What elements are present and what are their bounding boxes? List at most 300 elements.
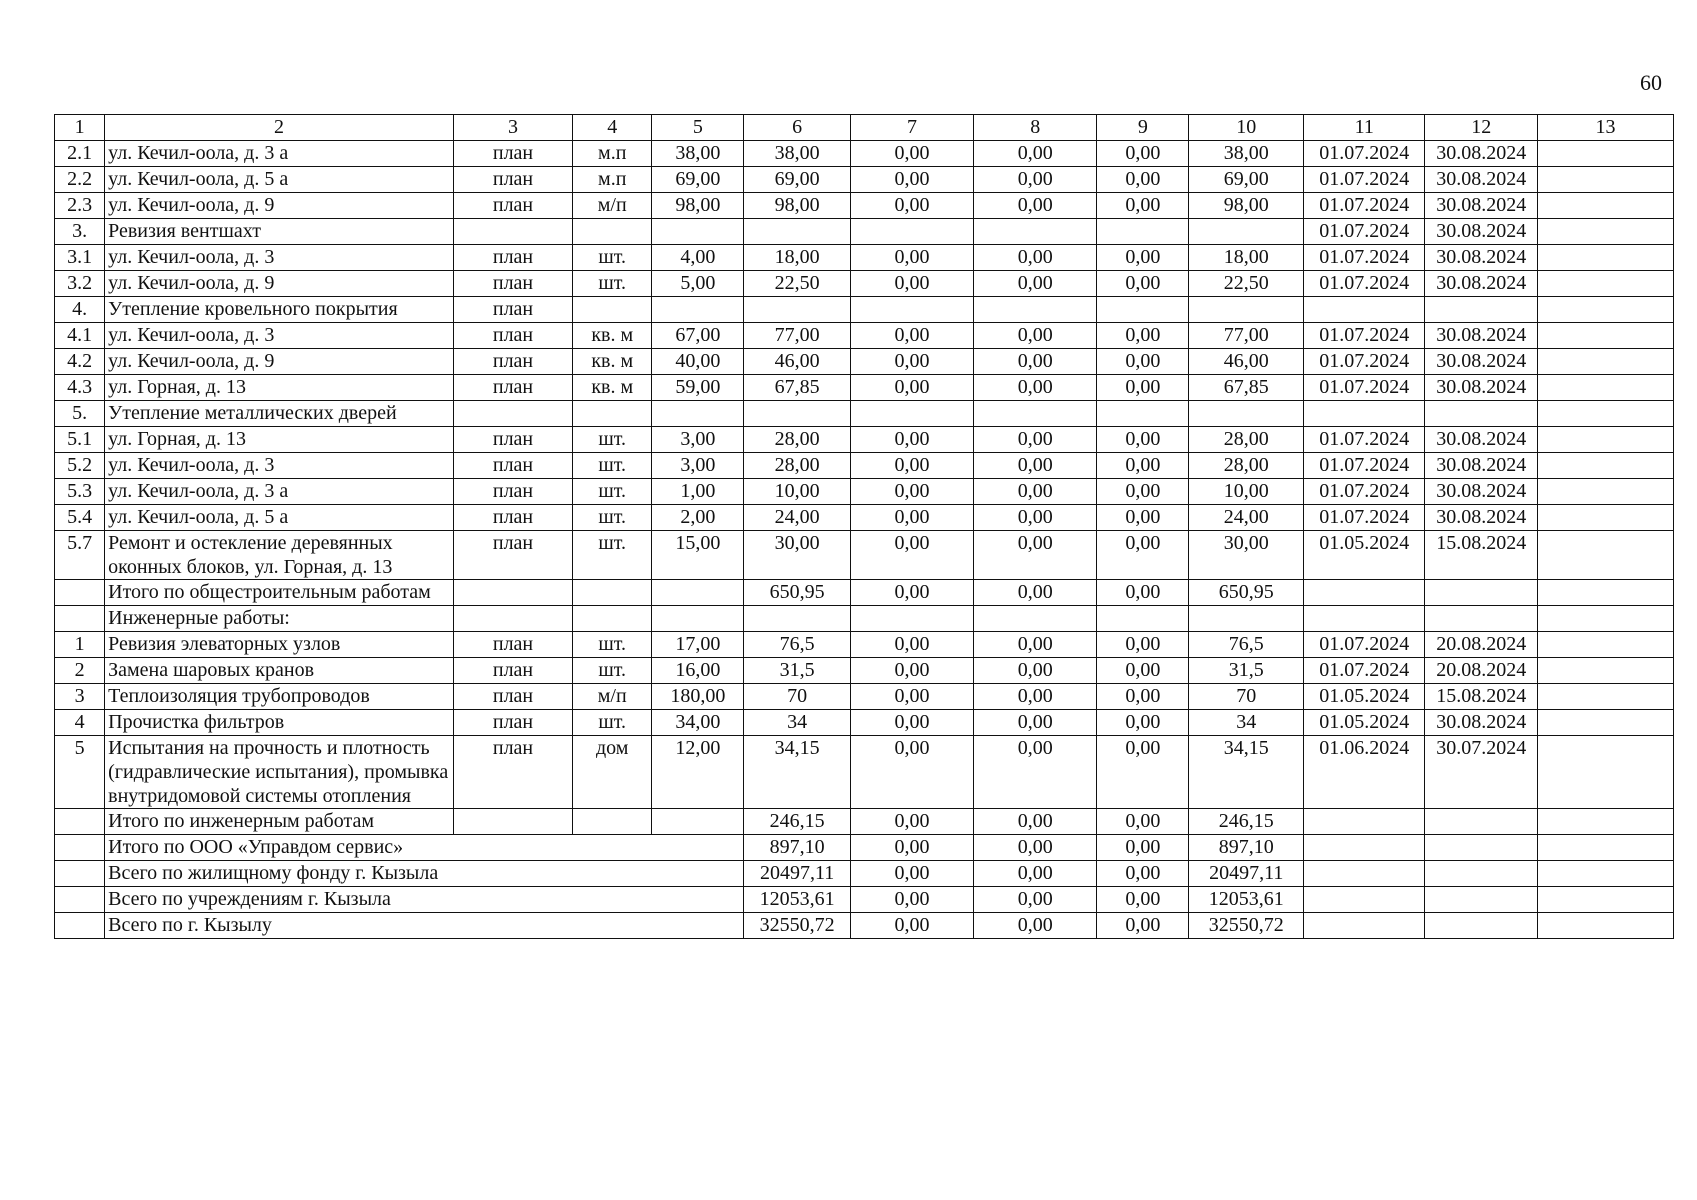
end-date-cell: 30.08.2024 <box>1425 349 1538 375</box>
end-date-cell <box>1425 606 1538 632</box>
work-name-cell: ул. Кечил-оола, д. 3 а <box>105 141 454 167</box>
total-row <box>55 913 1674 939</box>
plan-cell: план <box>453 658 572 684</box>
col8-cell: 0,00 <box>974 684 1097 710</box>
col10-cell: 98,00 <box>1189 193 1304 219</box>
start-date-cell <box>1304 401 1425 427</box>
table-row <box>55 736 1674 809</box>
row-number-cell: 4.1 <box>55 323 105 349</box>
table-row <box>55 505 1674 531</box>
row-number-cell: 3.2 <box>55 271 105 297</box>
unit-cell: шт. <box>573 245 652 271</box>
col13-cell <box>1538 479 1674 505</box>
total-row <box>55 887 1674 913</box>
col10-cell: 76,5 <box>1189 632 1304 658</box>
row-number-cell: 5. <box>55 401 105 427</box>
unit-cell <box>573 580 652 606</box>
end-date-cell: 30.08.2024 <box>1425 323 1538 349</box>
row-number-cell: 5.3 <box>55 479 105 505</box>
header-cell: 9 <box>1097 115 1189 141</box>
table-row <box>55 193 1674 219</box>
col6-cell: 98,00 <box>744 193 851 219</box>
col8-cell <box>974 606 1097 632</box>
work-name-cell: Ревизия элеваторных узлов <box>105 632 454 658</box>
row-number-cell: 4.2 <box>55 349 105 375</box>
start-date-cell: 01.07.2024 <box>1304 323 1425 349</box>
col9-cell: 0,00 <box>1097 809 1189 835</box>
col6-cell: 32550,72 <box>744 913 851 939</box>
row-number-cell: 2.3 <box>55 193 105 219</box>
col7-cell: 0,00 <box>850 505 973 531</box>
unit-cell: шт. <box>573 658 652 684</box>
col9-cell: 0,00 <box>1097 427 1189 453</box>
col10-cell: 10,00 <box>1189 479 1304 505</box>
end-date-cell: 30.08.2024 <box>1425 141 1538 167</box>
plan-table <box>54 114 1674 939</box>
col10-cell: 650,95 <box>1189 580 1304 606</box>
col5-cell: 17,00 <box>652 632 744 658</box>
empty-cell <box>1304 835 1425 861</box>
col5-cell <box>652 606 744 632</box>
plan-table-container <box>54 114 1674 939</box>
col13-cell <box>1538 375 1674 401</box>
col7-cell: 0,00 <box>850 632 973 658</box>
col8-cell: 0,00 <box>974 913 1097 939</box>
table-row <box>55 167 1674 193</box>
start-date-cell: 01.07.2024 <box>1304 375 1425 401</box>
table-row <box>55 245 1674 271</box>
col10-cell: 28,00 <box>1189 427 1304 453</box>
end-date-cell <box>1425 401 1538 427</box>
col6-cell: 28,00 <box>744 453 851 479</box>
start-date-cell <box>1304 809 1425 835</box>
plan-cell: план <box>453 710 572 736</box>
col8-cell: 0,00 <box>974 861 1097 887</box>
col5-cell <box>652 297 744 323</box>
col10-cell: 18,00 <box>1189 245 1304 271</box>
unit-cell <box>573 401 652 427</box>
col10-cell: 38,00 <box>1189 141 1304 167</box>
col9-cell: 0,00 <box>1097 658 1189 684</box>
col9-cell: 0,00 <box>1097 479 1189 505</box>
col6-cell: 10,00 <box>744 479 851 505</box>
work-name-cell: Инженерные работы: <box>105 606 454 632</box>
empty-cell <box>1538 887 1674 913</box>
col10-cell: 67,85 <box>1189 375 1304 401</box>
table-row <box>55 606 1674 632</box>
empty-cell <box>1425 835 1538 861</box>
col8-cell: 0,00 <box>974 710 1097 736</box>
col10-cell <box>1189 401 1304 427</box>
col13-cell <box>1538 349 1674 375</box>
col8-cell: 0,00 <box>974 193 1097 219</box>
row-number-cell: 5.2 <box>55 453 105 479</box>
plan-cell: план <box>453 736 572 809</box>
col13-cell <box>1538 193 1674 219</box>
col13-cell <box>1538 809 1674 835</box>
row-number-cell: 5.4 <box>55 505 105 531</box>
col5-cell: 98,00 <box>652 193 744 219</box>
unit-cell: шт. <box>573 531 652 580</box>
end-date-cell: 30.08.2024 <box>1425 245 1538 271</box>
col9-cell: 0,00 <box>1097 323 1189 349</box>
col8-cell <box>974 219 1097 245</box>
unit-cell: шт. <box>573 453 652 479</box>
row-number-cell: 2.1 <box>55 141 105 167</box>
col7-cell: 0,00 <box>850 453 973 479</box>
plan-cell: план <box>453 427 572 453</box>
col10-cell: 12053,61 <box>1189 887 1304 913</box>
col8-cell: 0,00 <box>974 736 1097 809</box>
col9-cell: 0,00 <box>1097 632 1189 658</box>
col5-cell: 5,00 <box>652 271 744 297</box>
col13-cell <box>1538 271 1674 297</box>
unit-cell <box>573 297 652 323</box>
col10-cell: 20497,11 <box>1189 861 1304 887</box>
total-name-cell: Всего по жилищному фонду г. Кызыла <box>105 861 744 887</box>
header-cell: 1 <box>55 115 105 141</box>
header-cell: 5 <box>652 115 744 141</box>
start-date-cell: 01.07.2024 <box>1304 427 1425 453</box>
header-cell: 2 <box>105 115 454 141</box>
col7-cell: 0,00 <box>850 736 973 809</box>
work-name-cell: ул. Кечил-оола, д. 3 <box>105 323 454 349</box>
col6-cell: 650,95 <box>744 580 851 606</box>
col6-cell: 38,00 <box>744 141 851 167</box>
col5-cell: 69,00 <box>652 167 744 193</box>
end-date-cell: 30.08.2024 <box>1425 375 1538 401</box>
unit-cell: м/п <box>573 193 652 219</box>
col5-cell: 38,00 <box>652 141 744 167</box>
col8-cell: 0,00 <box>974 167 1097 193</box>
col7-cell: 0,00 <box>850 193 973 219</box>
table-row <box>55 297 1674 323</box>
plan-cell: план <box>453 167 572 193</box>
col7-cell: 0,00 <box>850 887 973 913</box>
col6-cell: 20497,11 <box>744 861 851 887</box>
plan-cell: план <box>453 375 572 401</box>
col13-cell <box>1538 427 1674 453</box>
work-name-cell: ул. Кечил-оола, д. 3 <box>105 245 454 271</box>
end-date-cell: 30.08.2024 <box>1425 505 1538 531</box>
header-cell: 4 <box>573 115 652 141</box>
col6-cell: 30,00 <box>744 531 851 580</box>
header-cell: 6 <box>744 115 851 141</box>
header-cell: 7 <box>850 115 973 141</box>
end-date-cell: 20.08.2024 <box>1425 658 1538 684</box>
plan-cell <box>453 401 572 427</box>
col8-cell: 0,00 <box>974 835 1097 861</box>
col9-cell: 0,00 <box>1097 453 1189 479</box>
col10-cell: 897,10 <box>1189 835 1304 861</box>
col6-cell: 22,50 <box>744 271 851 297</box>
total-name-cell: Всего по г. Кызылу <box>105 913 744 939</box>
col6-cell <box>744 297 851 323</box>
col8-cell: 0,00 <box>974 271 1097 297</box>
col10-cell: 34,15 <box>1189 736 1304 809</box>
col8-cell: 0,00 <box>974 479 1097 505</box>
header-cell: 12 <box>1425 115 1538 141</box>
col9-cell: 0,00 <box>1097 861 1189 887</box>
col5-cell: 15,00 <box>652 531 744 580</box>
start-date-cell: 01.07.2024 <box>1304 658 1425 684</box>
end-date-cell: 15.08.2024 <box>1425 684 1538 710</box>
plan-cell: план <box>453 453 572 479</box>
plan-cell <box>453 580 572 606</box>
col8-cell: 0,00 <box>974 809 1097 835</box>
empty-cell <box>1304 887 1425 913</box>
col13-cell <box>1538 453 1674 479</box>
plan-cell: план <box>453 632 572 658</box>
col5-cell: 3,00 <box>652 453 744 479</box>
col5-cell: 4,00 <box>652 245 744 271</box>
table-row <box>55 710 1674 736</box>
col7-cell <box>850 219 973 245</box>
col7-cell: 0,00 <box>850 245 973 271</box>
col7-cell: 0,00 <box>850 427 973 453</box>
col6-cell: 70 <box>744 684 851 710</box>
start-date-cell: 01.07.2024 <box>1304 632 1425 658</box>
col10-cell <box>1189 606 1304 632</box>
start-date-cell: 01.07.2024 <box>1304 271 1425 297</box>
work-name-cell: ул. Кечил-оола, д. 9 <box>105 349 454 375</box>
col10-cell <box>1189 219 1304 245</box>
col10-cell <box>1189 297 1304 323</box>
total-name-cell: Всего по учреждениям г. Кызыла <box>105 887 744 913</box>
end-date-cell: 30.08.2024 <box>1425 167 1538 193</box>
unit-cell <box>573 219 652 245</box>
col10-cell: 31,5 <box>1189 658 1304 684</box>
row-number-cell: 4.3 <box>55 375 105 401</box>
start-date-cell: 01.07.2024 <box>1304 141 1425 167</box>
plan-cell: план <box>453 297 572 323</box>
start-date-cell: 01.05.2024 <box>1304 710 1425 736</box>
plan-cell: план <box>453 505 572 531</box>
col8-cell: 0,00 <box>974 580 1097 606</box>
row-number-cell: 5.7 <box>55 531 105 580</box>
unit-cell: кв. м <box>573 349 652 375</box>
row-number-cell <box>55 606 105 632</box>
col13-cell <box>1538 632 1674 658</box>
row-number-cell: 5 <box>55 736 105 809</box>
col8-cell: 0,00 <box>974 505 1097 531</box>
col6-cell <box>744 401 851 427</box>
row-number-cell <box>55 913 105 939</box>
col7-cell: 0,00 <box>850 167 973 193</box>
col5-cell <box>652 219 744 245</box>
col13-cell <box>1538 710 1674 736</box>
col9-cell: 0,00 <box>1097 349 1189 375</box>
col5-cell: 34,00 <box>652 710 744 736</box>
end-date-cell: 30.08.2024 <box>1425 271 1538 297</box>
start-date-cell: 01.07.2024 <box>1304 505 1425 531</box>
col5-cell: 16,00 <box>652 658 744 684</box>
work-name-cell: Испытания на прочность и плотность (гидравлические испытания), промывка внутридомовой системы отопления <box>105 736 454 809</box>
header-cell: 13 <box>1538 115 1674 141</box>
empty-cell <box>1538 861 1674 887</box>
plan-cell: план <box>453 193 572 219</box>
start-date-cell: 01.07.2024 <box>1304 219 1425 245</box>
end-date-cell: 15.08.2024 <box>1425 531 1538 580</box>
col9-cell: 0,00 <box>1097 580 1189 606</box>
col8-cell: 0,00 <box>974 245 1097 271</box>
plan-cell: план <box>453 141 572 167</box>
table-row <box>55 531 1674 580</box>
work-name-cell: Замена шаровых кранов <box>105 658 454 684</box>
col13-cell <box>1538 297 1674 323</box>
col7-cell: 0,00 <box>850 531 973 580</box>
col10-cell: 24,00 <box>1189 505 1304 531</box>
col6-cell: 46,00 <box>744 349 851 375</box>
col8-cell: 0,00 <box>974 453 1097 479</box>
plan-cell <box>453 606 572 632</box>
plan-cell: план <box>453 245 572 271</box>
table-row <box>55 580 1674 606</box>
row-number-cell: 2.2 <box>55 167 105 193</box>
end-date-cell: 30.08.2024 <box>1425 219 1538 245</box>
unit-cell: шт. <box>573 710 652 736</box>
start-date-cell: 01.07.2024 <box>1304 349 1425 375</box>
col7-cell <box>850 606 973 632</box>
unit-cell: шт. <box>573 271 652 297</box>
work-name-cell: Прочистка фильтров <box>105 710 454 736</box>
work-name-cell: ул. Кечил-оола, д. 5 а <box>105 505 454 531</box>
work-name-cell: Теплоизоляция трубопроводов <box>105 684 454 710</box>
table-row <box>55 658 1674 684</box>
plan-cell: план <box>453 479 572 505</box>
empty-cell <box>1304 913 1425 939</box>
header-row <box>55 115 1674 141</box>
start-date-cell: 01.07.2024 <box>1304 245 1425 271</box>
empty-cell <box>1538 835 1674 861</box>
col13-cell <box>1538 580 1674 606</box>
col8-cell: 0,00 <box>974 349 1097 375</box>
end-date-cell: 30.07.2024 <box>1425 736 1538 809</box>
col6-cell: 76,5 <box>744 632 851 658</box>
unit-cell: дом <box>573 736 652 809</box>
col13-cell <box>1538 684 1674 710</box>
row-number-cell: 4 <box>55 710 105 736</box>
unit-cell <box>573 606 652 632</box>
table-row <box>55 427 1674 453</box>
work-name-cell: Ревизия вентшахт <box>105 219 454 245</box>
row-number-cell: 2 <box>55 658 105 684</box>
unit-cell: кв. м <box>573 375 652 401</box>
row-number-cell: 4. <box>55 297 105 323</box>
col10-cell: 77,00 <box>1189 323 1304 349</box>
col10-cell: 28,00 <box>1189 453 1304 479</box>
col7-cell: 0,00 <box>850 835 973 861</box>
col7-cell: 0,00 <box>850 141 973 167</box>
plan-cell: план <box>453 531 572 580</box>
empty-cell <box>1425 913 1538 939</box>
col8-cell <box>974 401 1097 427</box>
row-number-cell <box>55 835 105 861</box>
col8-cell: 0,00 <box>974 375 1097 401</box>
work-name-cell: ул. Кечил-оола, д. 3 <box>105 453 454 479</box>
col8-cell: 0,00 <box>974 323 1097 349</box>
col7-cell: 0,00 <box>850 271 973 297</box>
end-date-cell: 30.08.2024 <box>1425 453 1538 479</box>
unit-cell: кв. м <box>573 323 652 349</box>
col13-cell <box>1538 167 1674 193</box>
work-name-cell: ул. Кечил-оола, д. 9 <box>105 271 454 297</box>
row-number-cell: 3. <box>55 219 105 245</box>
start-date-cell <box>1304 297 1425 323</box>
work-name-cell: ул. Горная, д. 13 <box>105 375 454 401</box>
header-cell: 10 <box>1189 115 1304 141</box>
table-row <box>55 141 1674 167</box>
col7-cell: 0,00 <box>850 375 973 401</box>
col5-cell: 40,00 <box>652 349 744 375</box>
col9-cell: 0,00 <box>1097 736 1189 809</box>
col10-cell: 46,00 <box>1189 349 1304 375</box>
table-row <box>55 401 1674 427</box>
start-date-cell: 01.06.2024 <box>1304 736 1425 809</box>
col7-cell: 0,00 <box>850 913 973 939</box>
col10-cell: 32550,72 <box>1189 913 1304 939</box>
col7-cell: 0,00 <box>850 861 973 887</box>
col6-cell: 69,00 <box>744 167 851 193</box>
empty-cell <box>1538 913 1674 939</box>
col9-cell: 0,00 <box>1097 141 1189 167</box>
col13-cell <box>1538 606 1674 632</box>
col8-cell: 0,00 <box>974 531 1097 580</box>
row-number-cell <box>55 861 105 887</box>
col13-cell <box>1538 401 1674 427</box>
row-number-cell <box>55 809 105 835</box>
col6-cell: 34 <box>744 710 851 736</box>
col9-cell <box>1097 219 1189 245</box>
col9-cell: 0,00 <box>1097 193 1189 219</box>
row-number-cell: 5.1 <box>55 427 105 453</box>
col7-cell <box>850 401 973 427</box>
col13-cell <box>1538 219 1674 245</box>
col5-cell: 2,00 <box>652 505 744 531</box>
plan-cell: план <box>453 271 572 297</box>
col6-cell: 77,00 <box>744 323 851 349</box>
col6-cell <box>744 606 851 632</box>
work-name-cell: Итого по общестроительным работам <box>105 580 454 606</box>
work-name-cell: Ремонт и остекление деревянных оконных блоков, ул. Горная, д. 13 <box>105 531 454 580</box>
end-date-cell: 20.08.2024 <box>1425 632 1538 658</box>
col10-cell: 34 <box>1189 710 1304 736</box>
col9-cell: 0,00 <box>1097 167 1189 193</box>
col13-cell <box>1538 531 1674 580</box>
table-row <box>55 349 1674 375</box>
total-name-cell: Итого по ООО «Управдом сервис» <box>105 835 744 861</box>
col10-cell: 246,15 <box>1189 809 1304 835</box>
col5-cell: 180,00 <box>652 684 744 710</box>
col9-cell <box>1097 297 1189 323</box>
col6-cell: 34,15 <box>744 736 851 809</box>
end-date-cell: 30.08.2024 <box>1425 427 1538 453</box>
empty-cell <box>1425 887 1538 913</box>
end-date-cell <box>1425 580 1538 606</box>
plan-cell <box>453 809 572 835</box>
col10-cell: 22,50 <box>1189 271 1304 297</box>
work-name-cell: ул. Горная, д. 13 <box>105 427 454 453</box>
start-date-cell: 01.05.2024 <box>1304 531 1425 580</box>
empty-cell <box>1304 861 1425 887</box>
header-cell: 8 <box>974 115 1097 141</box>
row-number-cell: 1 <box>55 632 105 658</box>
col7-cell: 0,00 <box>850 580 973 606</box>
work-name-cell: ул. Кечил-оола, д. 3 а <box>105 479 454 505</box>
start-date-cell <box>1304 580 1425 606</box>
col10-cell: 70 <box>1189 684 1304 710</box>
col7-cell: 0,00 <box>850 710 973 736</box>
